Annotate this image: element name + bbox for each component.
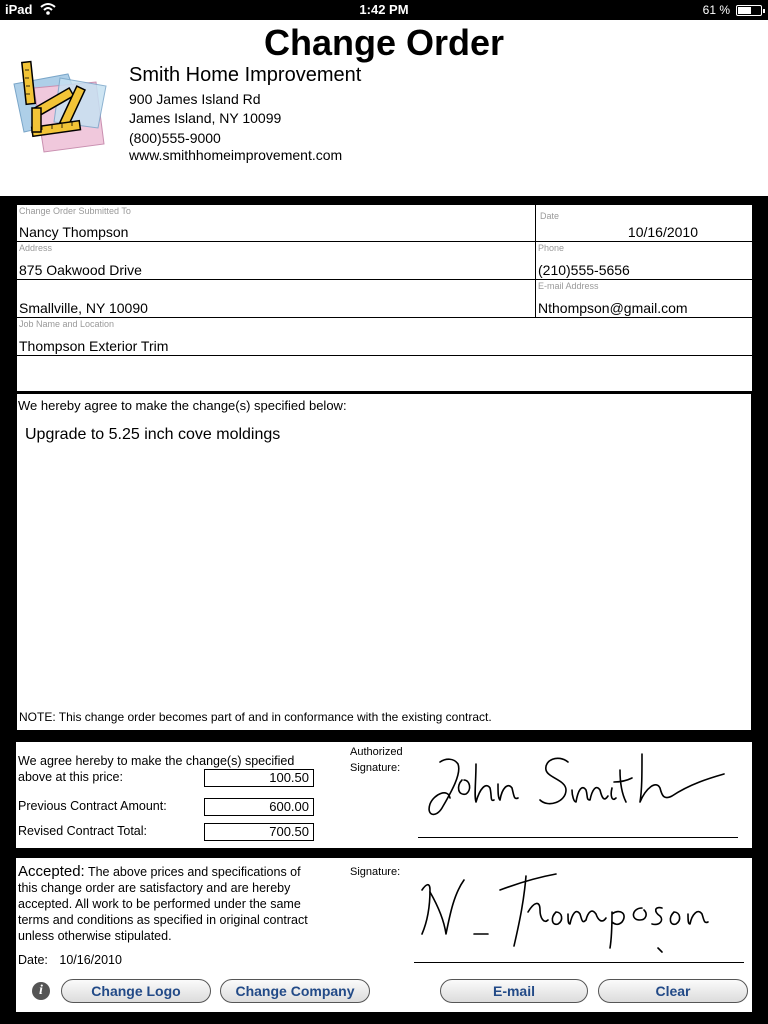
customer-signature-line	[414, 962, 744, 963]
info-icon[interactable]: i	[32, 982, 50, 1000]
email-label: E-mail Address	[538, 281, 599, 291]
address-value: 875 Oakwood Drive	[19, 262, 142, 278]
customer-info-panel	[16, 204, 752, 384]
change-order-form	[8, 196, 760, 1020]
email-value: Nthompson@gmail.com	[538, 300, 688, 316]
company-phone: (800)555-9000	[129, 130, 221, 146]
phone-label: Phone	[538, 243, 565, 253]
battery-percentage: 61 %	[702, 3, 730, 17]
city-field[interactable]	[16, 279, 536, 318]
address-label: Address	[19, 243, 53, 253]
authorized-signature-line	[418, 837, 738, 838]
acceptance-date-value: 10/16/2010	[59, 953, 122, 967]
pricing-panel	[16, 742, 752, 848]
page-title: Change Order	[263, 22, 505, 63]
authorized-signature-label-line1: Authorized	[350, 746, 403, 758]
company-website: www.smithhomeimprovement.com	[129, 147, 343, 163]
acceptance-text	[18, 864, 318, 944]
authorized-signature-label-line2: Signature:	[350, 762, 401, 774]
previous-amount-label: Previous Contract Amount:	[18, 799, 167, 813]
job-value: Thompson Exterior Trim	[19, 338, 169, 354]
price-input[interactable]: 100.50	[204, 769, 314, 787]
submitted-to-value: Nancy Thompson	[19, 224, 129, 240]
clear-button[interactable]: Clear	[598, 979, 748, 1003]
company-address-line1: 900 James Island Rd	[129, 91, 261, 107]
submitted-to-label: Change Order Submitted To	[19, 206, 131, 216]
status-bar	[0, 0, 768, 20]
change-description-panel[interactable]	[16, 393, 752, 731]
address-field[interactable]	[16, 241, 536, 280]
change-logo-button[interactable]: Change Logo	[61, 979, 211, 1003]
agree-text-line2: above at this price:	[18, 770, 123, 784]
acceptance-panel	[16, 858, 752, 1012]
email-field[interactable]	[535, 279, 753, 318]
company-name: Smith Home Improvement	[129, 64, 362, 86]
company-logo[interactable]	[10, 58, 114, 158]
city-value: Smallville, NY 10090	[19, 300, 148, 316]
submitted-to-field[interactable]	[16, 204, 536, 242]
job-location-field[interactable]	[16, 355, 753, 392]
revised-total-input[interactable]: 700.50	[204, 823, 314, 841]
agree-text-line1: We agree hereby to make the change(s) specified	[18, 754, 295, 768]
job-label: Job Name and Location	[19, 319, 115, 329]
carrier-label: iPad	[5, 2, 33, 17]
phone-value: (210)555-5656	[538, 262, 630, 278]
revised-total-label: Revised Contract Total:	[18, 824, 147, 838]
previous-amount-input[interactable]: 600.00	[204, 798, 314, 816]
acceptance-body: The above prices and specifications of this change order are satisfactory and are hereby accepted. All work to be performed under the same terms and conditions as specified in original contract unless otherwise stipulated.	[18, 865, 308, 943]
date-field[interactable]	[535, 204, 753, 242]
clock: 1:42 PM	[359, 2, 409, 17]
company-address-line2: James Island, NY 10099	[129, 110, 282, 126]
change-intro-text: We hereby agree to make the change(s) specified below:	[18, 398, 347, 413]
battery-level	[738, 7, 751, 14]
acceptance-date	[18, 953, 122, 967]
customer-signature-label: Signature:	[350, 866, 401, 878]
customer-signature[interactable]	[416, 860, 746, 956]
date-label: Date	[540, 211, 560, 221]
battery-icon	[736, 5, 762, 16]
date-value: 10/16/2010	[627, 224, 698, 240]
change-company-button[interactable]: Change Company	[220, 979, 370, 1003]
change-description: Upgrade to 5.25 inch cove moldings	[25, 426, 281, 443]
acceptance-date-label: Date:	[18, 953, 48, 967]
email-button[interactable]: E-mail	[440, 979, 588, 1003]
contract-note: NOTE: This change order becomes part of and in conformance with the existing contract.	[19, 710, 492, 724]
authorized-signature[interactable]	[420, 744, 740, 830]
job-field[interactable]	[16, 317, 753, 356]
header	[0, 20, 768, 196]
phone-field[interactable]	[535, 241, 753, 280]
accepted-heading: Accepted:	[18, 863, 85, 880]
